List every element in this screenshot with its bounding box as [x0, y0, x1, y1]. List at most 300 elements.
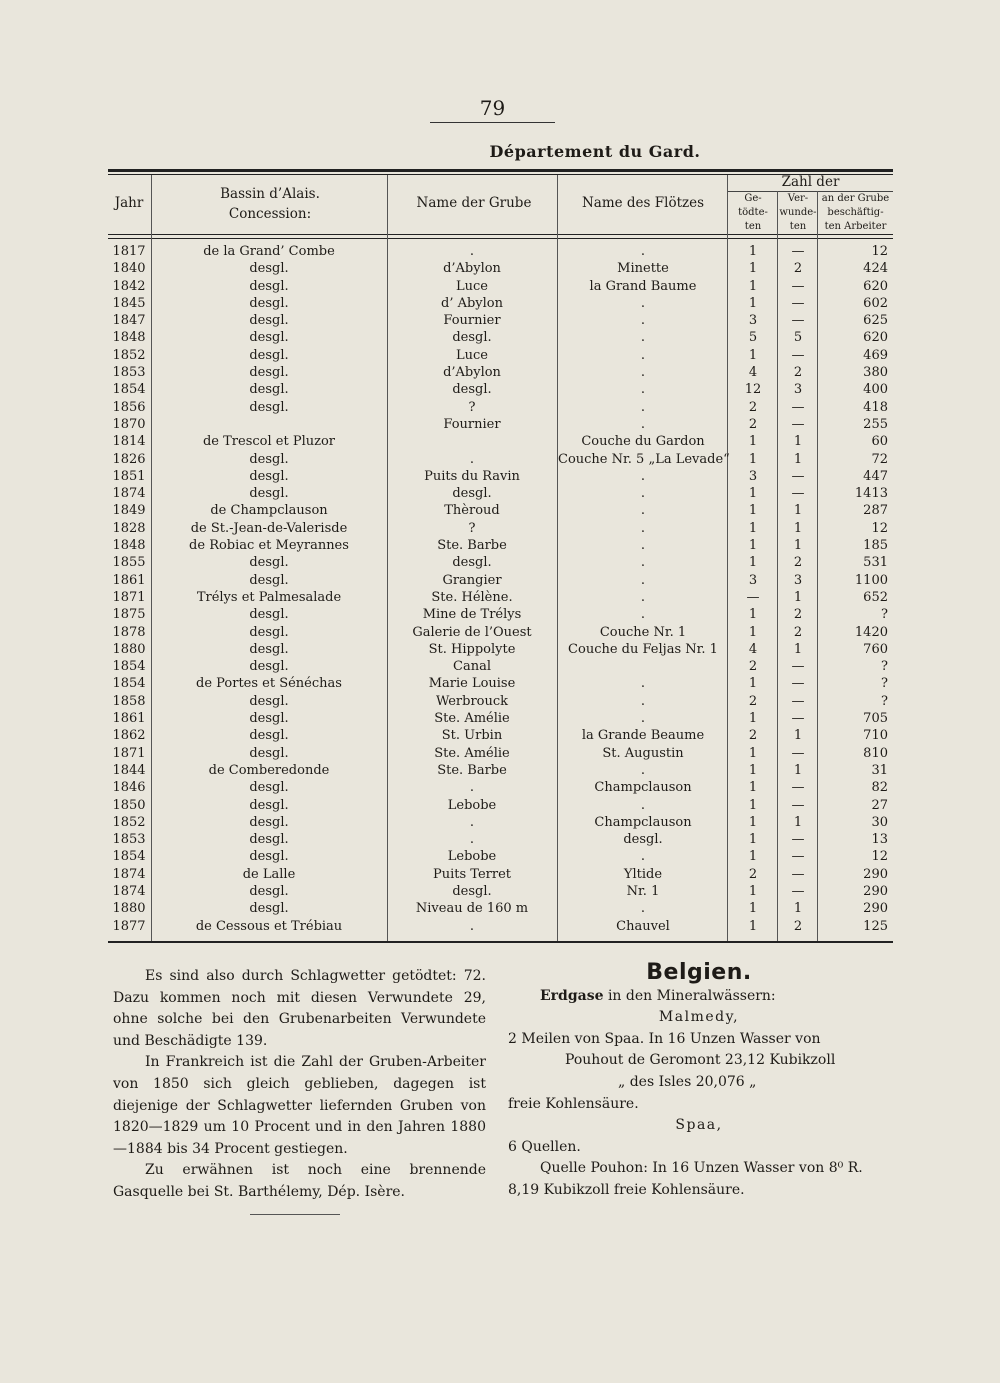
cell-concession: desgl.: [249, 572, 289, 588]
cell-arbeiter: 27: [871, 797, 888, 813]
cell-floetz: .: [640, 382, 646, 398]
paragraph: Es sind also durch Schlagwetter getödtet: 72. Dazu kommen noch mit diesen Verwundete 29, ohne solche bei den Grubenarbeiten Verwundete und Beschädigte 139.: [113, 968, 486, 1049]
cell-verwundete: 2: [793, 607, 803, 623]
cell-jahr: 1874: [112, 486, 146, 502]
cell-jahr: 1848: [112, 538, 146, 554]
cell-arbeiter: 12: [871, 849, 888, 865]
cell-arbeiter: 710: [863, 728, 888, 744]
cell-floetz: desgl.: [623, 832, 663, 848]
header-verwundete-3: ten: [789, 221, 807, 232]
cell-arbeiter: 12: [871, 520, 888, 536]
cell-arbeiter: 469: [863, 347, 888, 363]
cell-grube: d’Abylon: [443, 365, 501, 381]
cell-jahr: 1878: [112, 624, 146, 640]
cell-grube: Ste. Barbe: [437, 538, 507, 554]
cell-verwundete: 5: [793, 330, 803, 346]
cell-floetz: la Grande Beaume: [581, 728, 705, 744]
table-row: [108, 364, 893, 381]
right-text-column: [508, 962, 890, 1202]
header-concession-line2: Concession:: [228, 206, 312, 222]
cell-grube: Ste. Hélène.: [431, 589, 513, 605]
table-row: [108, 433, 893, 450]
cell-concession: de Lalle: [242, 866, 296, 882]
table-row: [108, 243, 893, 260]
cell-concession: de Champclauson: [210, 503, 328, 519]
paragraph: Zu erwähnen ist noch eine brennende Gasquelle bei St. Barthélemy, Dép. Isère.: [113, 1162, 486, 1200]
header-floetze: Name des Flötzes: [581, 195, 705, 211]
cell-getoedtete: 4: [748, 365, 758, 381]
cell-jahr: 1880: [112, 901, 146, 917]
cell-getoedtete: 4: [748, 641, 758, 657]
cell-grube: Luce: [456, 278, 488, 294]
cell-verwundete: —: [791, 313, 805, 329]
cell-grube: Grangier: [442, 572, 502, 588]
cell-verwundete: 2: [793, 365, 803, 381]
cell-concession: desgl.: [249, 347, 289, 363]
cell-concession: desgl.: [249, 607, 289, 623]
cell-floetz: Chauvel: [616, 918, 670, 934]
department-title: Département du Gard.: [489, 142, 701, 161]
cell-concession: de Cessous et Trébiau: [195, 918, 343, 934]
cell-jahr: 1852: [112, 347, 146, 363]
table-row: [108, 485, 893, 502]
cell-getoedtete: —: [746, 589, 760, 605]
cell-jahr: 1871: [112, 589, 146, 605]
cell-arbeiter: 31: [871, 762, 888, 778]
cell-arbeiter: 12: [871, 244, 888, 259]
cell-verwundete: —: [791, 659, 805, 675]
cell-jahr: 1844: [112, 762, 146, 778]
cell-arbeiter: ?: [881, 693, 888, 709]
cell-arbeiter: 424: [863, 261, 888, 277]
cell-grube: Ste. Amélie: [434, 745, 510, 761]
cell-concession: desgl.: [249, 486, 289, 502]
cell-floetz: .: [640, 711, 646, 727]
cell-arbeiter: 602: [863, 295, 888, 311]
cell-arbeiter: 652: [863, 589, 888, 605]
cell-floetz: .: [640, 572, 646, 588]
cell-arbeiter: 60: [871, 434, 888, 450]
cell-arbeiter: 531: [863, 555, 888, 571]
subheading: [508, 986, 890, 1008]
cell-grube: Mine de Trélys: [422, 607, 522, 623]
cell-grube: .: [469, 814, 475, 830]
cell-verwundete: 1: [793, 451, 803, 467]
cell-arbeiter: 760: [863, 641, 888, 657]
cell-arbeiter: 30: [871, 814, 888, 830]
cell-getoedtete: 2: [748, 866, 758, 882]
cell-floetz: Couche Nr. 5 „La Levade“: [558, 451, 730, 467]
cell-getoedtete: 12: [744, 382, 762, 398]
cell-concession: de Trescol et Pluzor: [202, 434, 335, 450]
table-row: [108, 762, 893, 779]
cell-arbeiter: 418: [863, 399, 888, 415]
cell-grube: .: [469, 244, 475, 259]
cell-jahr: 1848: [112, 330, 146, 346]
cell-grube: desgl.: [452, 555, 492, 571]
text-line: Quelle Pouhon: In 16 Unzen Wasser von 8⁰ R.: [540, 1160, 863, 1177]
cell-verwundete: —: [791, 745, 805, 761]
cell-grube: Niveau de 160 m: [415, 901, 529, 917]
table-row: [108, 502, 893, 519]
table-row: [108, 295, 893, 312]
cell-floetz: .: [640, 330, 646, 346]
cell-grube: Ste. Barbe: [437, 762, 507, 778]
header-arbeiter-2: beschäftig-: [827, 207, 884, 218]
table-row: [108, 329, 893, 346]
cell-verwundete: —: [791, 399, 805, 415]
header-verwundete-1: Ver-: [787, 193, 809, 204]
cell-concession: desgl.: [249, 382, 289, 398]
cell-getoedtete: 1: [748, 520, 758, 536]
cell-concession: desgl.: [249, 313, 289, 329]
cell-verwundete: 1: [793, 503, 803, 519]
cell-floetz: Minette: [617, 261, 669, 277]
cell-getoedtete: 1: [748, 814, 758, 830]
table-row: [108, 745, 893, 762]
cell-verwundete: 1: [793, 589, 803, 605]
header-grube: Name der Grube: [416, 195, 532, 211]
cell-verwundete: 3: [793, 572, 803, 588]
cell-grube: .: [469, 918, 475, 934]
cell-getoedtete: 1: [748, 901, 758, 917]
table-row: [108, 641, 893, 658]
text-line: 8,19 Kubikzoll freie Kohlensäure.: [508, 1181, 745, 1198]
cell-jahr: 1854: [112, 382, 146, 398]
cell-jahr: 1842: [112, 278, 146, 294]
cell-jahr: 1851: [112, 468, 146, 484]
table-row: [108, 710, 893, 727]
table-row: [108, 866, 893, 883]
subheading-bold: Erdgase: [540, 987, 604, 1004]
cell-concession: desgl.: [249, 883, 289, 899]
divider: [430, 122, 555, 123]
cell-getoedtete: 2: [748, 416, 758, 432]
cell-getoedtete: 1: [748, 607, 758, 623]
cell-arbeiter: 447: [863, 468, 888, 484]
cell-jahr: 1817: [112, 244, 146, 259]
cell-arbeiter: 255: [863, 416, 888, 432]
cell-floetz: .: [640, 416, 646, 432]
cell-getoedtete: 1: [748, 434, 758, 450]
table-row: [108, 727, 893, 744]
left-text-column: [113, 966, 486, 1204]
header-zahl-der: Zahl der: [781, 174, 840, 190]
cell-verwundete: 1: [793, 434, 803, 450]
cell-grube: desgl.: [452, 486, 492, 502]
cell-verwundete: 1: [793, 520, 803, 536]
cell-jahr: 1880: [112, 641, 146, 657]
divider: [250, 1214, 340, 1215]
cell-grube: St. Hippolyte: [428, 641, 516, 657]
cell-grube: .: [469, 780, 475, 796]
cell-getoedtete: 1: [748, 832, 758, 848]
cell-jahr: 1856: [112, 399, 146, 415]
cell-grube: .: [469, 832, 475, 848]
cell-concession: desgl.: [249, 399, 289, 415]
header-getoedtete-3: ten: [744, 221, 762, 232]
cell-verwundete: 2: [793, 918, 803, 934]
table-row: [108, 416, 893, 433]
cell-jahr: 1858: [112, 693, 146, 709]
cell-verwundete: —: [791, 780, 805, 796]
cell-concession: de St.-Jean-de-Valerisde: [190, 520, 348, 536]
cell-verwundete: 1: [793, 728, 803, 744]
cell-grube: ?: [468, 399, 476, 415]
cell-concession: desgl.: [249, 641, 289, 657]
cell-concession: desgl.: [249, 330, 289, 346]
cell-concession: desgl.: [249, 659, 289, 675]
cell-getoedtete: 1: [748, 762, 758, 778]
cell-getoedtete: 1: [748, 780, 758, 796]
cell-concession: de Robiac et Meyrannes: [189, 538, 349, 554]
cell-jahr: 1854: [112, 849, 146, 865]
cell-floetz: Couche du Feljas Nr. 1: [568, 641, 718, 657]
cell-getoedtete: 1: [748, 451, 758, 467]
cell-arbeiter: 72: [871, 451, 888, 467]
table-row: [108, 537, 893, 554]
table-row: [108, 831, 893, 848]
cell-verwundete: —: [791, 797, 805, 813]
cell-jahr: 1850: [112, 797, 146, 813]
cell-arbeiter: 13: [871, 832, 888, 848]
cell-grube: Lebobe: [447, 797, 497, 813]
cell-concession: desgl.: [249, 693, 289, 709]
cell-floetz: .: [640, 797, 646, 813]
cell-floetz: .: [640, 347, 646, 363]
cell-arbeiter: 125: [863, 918, 888, 934]
cell-arbeiter: 620: [863, 330, 888, 346]
cell-jahr: 1854: [112, 659, 146, 675]
cell-concession: desgl.: [249, 295, 289, 311]
table-row: [108, 900, 893, 917]
cell-verwundete: 2: [793, 555, 803, 571]
cell-jahr: 1847: [112, 313, 146, 329]
cell-floetz: Yltide: [623, 866, 663, 882]
cell-grube: d’Abylon: [443, 261, 501, 277]
cell-getoedtete: 1: [748, 244, 758, 259]
cell-verwundete: 1: [793, 762, 803, 778]
cell-grube: Lebobe: [447, 849, 497, 865]
cell-floetz: Couche Nr. 1: [599, 624, 687, 640]
table-row: [108, 918, 893, 935]
cell-getoedtete: 1: [748, 486, 758, 502]
cell-jahr: 1853: [112, 832, 146, 848]
cell-getoedtete: 1: [748, 503, 758, 519]
table-row: [108, 779, 893, 796]
cell-concession: de Comberedonde: [208, 762, 330, 778]
header-getoedtete-1: Ge-: [744, 193, 762, 204]
table-row: [108, 883, 893, 900]
cell-verwundete: —: [791, 883, 805, 899]
table-row: [108, 347, 893, 364]
text-line: „ des Isles 20,076 „: [618, 1073, 757, 1090]
header-rule: [108, 234, 893, 235]
text-line: Pouhout de Geromont 23,12 Kubikzoll: [565, 1052, 836, 1069]
cell-concession: desgl.: [249, 849, 289, 865]
cell-grube: Fournier: [443, 416, 501, 432]
cell-floetz: .: [640, 520, 646, 536]
cell-floetz: Champclauson: [594, 814, 692, 830]
cell-verwundete: 1: [793, 641, 803, 657]
cell-grube: Luce: [456, 347, 488, 363]
cell-floetz: Nr. 1: [626, 883, 660, 899]
cell-arbeiter: 290: [863, 883, 888, 899]
cell-grube: d’ Abylon: [441, 295, 503, 311]
text-line: 2 Meilen von Spaa. In 16 Unzen Wasser von: [508, 1030, 821, 1047]
cell-jahr: 1840: [112, 261, 146, 277]
cell-concession: desgl.: [249, 468, 289, 484]
cell-verwundete: —: [791, 278, 805, 294]
table-row: [108, 693, 893, 710]
cell-verwundete: 2: [793, 624, 803, 640]
cell-floetz: .: [640, 607, 646, 623]
cell-grube: Marie Louise: [428, 676, 516, 692]
paragraph: In Frankreich ist die Zahl der Gruben-Arbeiter von 1850 sich gleich geblieben, dagegen ist diejenige der Schlagwetter liefernden Gruben von 1820—1829 um 10 Procent und in den Jahren 1880—1884 bis 34 Procent gestiegen.: [113, 1054, 486, 1157]
cell-arbeiter: ?: [881, 676, 888, 692]
cell-arbeiter: 810: [863, 745, 888, 761]
table-row: [108, 658, 893, 675]
cell-verwundete: —: [791, 676, 805, 692]
cell-arbeiter: 1420: [854, 624, 888, 640]
cell-floetz: .: [640, 676, 646, 692]
cell-floetz: Couche du Gardon: [581, 434, 705, 450]
cell-getoedtete: 5: [748, 330, 758, 346]
cell-getoedtete: 1: [748, 278, 758, 294]
table-row: [108, 260, 893, 277]
text-line: freie Kohlensäure.: [508, 1095, 639, 1112]
cell-getoedtete: 1: [748, 261, 758, 277]
cell-verwundete: —: [791, 711, 805, 727]
cell-arbeiter: 1100: [854, 572, 888, 588]
cell-getoedtete: 1: [748, 883, 758, 899]
cell-verwundete: —: [791, 416, 805, 432]
header-arbeiter-1: an der Grube: [821, 193, 890, 204]
cell-verwundete: —: [791, 849, 805, 865]
cell-floetz: .: [640, 399, 646, 415]
cell-jahr: 1874: [112, 883, 146, 899]
cell-verwundete: 1: [793, 538, 803, 554]
cell-floetz: .: [640, 555, 646, 571]
cell-jahr: 1861: [112, 572, 146, 588]
table-row: [108, 520, 893, 537]
cell-getoedtete: 2: [748, 728, 758, 744]
cell-arbeiter: 185: [863, 538, 888, 554]
table-row: [108, 675, 893, 692]
cell-concession: desgl.: [249, 901, 289, 917]
header-rule-double: [108, 238, 893, 239]
cell-floetz: .: [640, 693, 646, 709]
cell-getoedtete: 1: [748, 849, 758, 865]
cell-verwundete: 2: [793, 261, 803, 277]
cell-getoedtete: 1: [748, 624, 758, 640]
cell-jahr: 1849: [112, 503, 146, 519]
cell-getoedtete: 2: [748, 659, 758, 675]
cell-verwundete: —: [791, 347, 805, 363]
table-body: [108, 243, 893, 935]
cell-verwundete: —: [791, 693, 805, 709]
table-bottom-rule: [108, 941, 893, 943]
table-row: [108, 606, 893, 623]
cell-concession: desgl.: [249, 814, 289, 830]
cell-floetz: .: [640, 295, 646, 311]
table-row: [108, 381, 893, 398]
table-row: [108, 572, 893, 589]
cell-grube: ?: [468, 520, 476, 536]
cell-concession: de la Grand’ Combe: [203, 244, 335, 259]
table-row: [108, 797, 893, 814]
cell-floetz: .: [640, 313, 646, 329]
cell-floetz: .: [640, 468, 646, 484]
cell-floetz: .: [640, 244, 646, 259]
cell-getoedtete: 1: [748, 295, 758, 311]
header-concession-line1: Bassin d’Alais.: [220, 186, 320, 202]
cell-grube: Puits Terret: [432, 866, 511, 882]
cell-concession: desgl.: [249, 261, 289, 277]
cell-getoedtete: 2: [748, 399, 758, 415]
cell-jahr: 1855: [112, 555, 146, 571]
text-line: 6 Quellen.: [508, 1138, 581, 1155]
section-heading: Belgien.: [646, 960, 752, 985]
cell-verwundete: —: [791, 295, 805, 311]
cell-grube: St. Urbin: [441, 728, 503, 744]
cell-verwundete: 3: [793, 382, 803, 398]
cell-floetz: .: [640, 589, 646, 605]
cell-concession: desgl.: [249, 797, 289, 813]
cell-floetz: la Grand Baume: [589, 278, 697, 294]
cell-jahr: 1814: [112, 434, 146, 450]
table-row: [108, 624, 893, 641]
cell-jahr: 1846: [112, 780, 146, 796]
cell-jahr: 1877: [112, 918, 146, 934]
cell-verwundete: —: [791, 832, 805, 848]
cell-getoedtete: 3: [748, 313, 758, 329]
cell-getoedtete: 1: [748, 745, 758, 761]
table-row: [108, 554, 893, 571]
cell-arbeiter: 625: [863, 313, 888, 329]
cell-arbeiter: 82: [871, 780, 888, 796]
cell-getoedtete: 1: [748, 797, 758, 813]
cell-arbeiter: 705: [863, 711, 888, 727]
cell-floetz: .: [640, 901, 646, 917]
table-row: [108, 312, 893, 329]
table-row: [108, 451, 893, 468]
cell-concession: desgl.: [249, 451, 289, 467]
cell-getoedtete: 1: [748, 538, 758, 554]
cell-verwundete: —: [791, 486, 805, 502]
cell-getoedtete: 3: [748, 572, 758, 588]
cell-floetz: .: [640, 762, 646, 778]
subheading-rest: in den Mineralwässern:: [603, 987, 776, 1004]
cell-jahr: 1875: [112, 607, 146, 623]
place-name: Spaa,: [675, 1117, 723, 1134]
cell-floetz: .: [640, 486, 646, 502]
cell-arbeiter: 290: [863, 866, 888, 882]
cell-concession: de Portes et Sénéchas: [196, 676, 342, 692]
header-jahr: Jahr: [114, 195, 144, 211]
cell-floetz: .: [640, 365, 646, 381]
cell-jahr: 1862: [112, 728, 146, 744]
cell-grube: desgl.: [452, 883, 492, 899]
cell-getoedtete: 1: [748, 555, 758, 571]
cell-concession: desgl.: [249, 728, 289, 744]
cell-floetz: St. Augustin: [602, 745, 684, 761]
table-row: [108, 278, 893, 295]
cell-concession: Trélys et Palmesalade: [196, 589, 342, 605]
cell-arbeiter: ?: [881, 659, 888, 675]
cell-concession: desgl.: [249, 278, 289, 294]
cell-grube: Canal: [453, 659, 491, 675]
